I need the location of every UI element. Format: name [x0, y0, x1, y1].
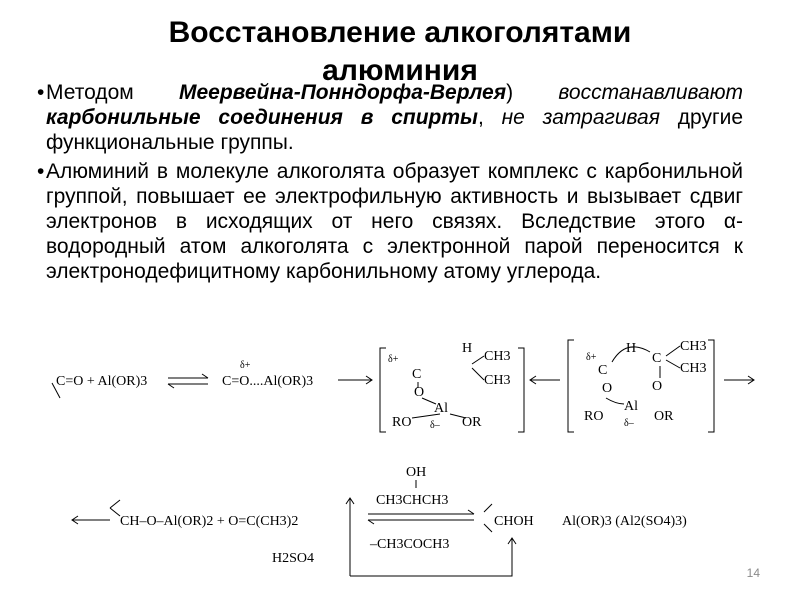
text-method-name: Меервейна-Понндорфа-Верлея — [178, 81, 507, 104]
text-reduce: восстанавливают — [558, 81, 744, 104]
alkoxy-right: OR — [462, 415, 482, 430]
scheme-1 — [52, 339, 754, 432]
bond — [412, 414, 440, 418]
carbon-atom-2: C — [652, 351, 662, 366]
aluminum-atom: Al — [434, 401, 448, 416]
electron-shift-arrow — [606, 398, 624, 404]
delta-minus: δ– — [430, 420, 440, 431]
bond-stroke — [484, 504, 492, 512]
alkoxy-left: RO — [584, 409, 604, 424]
text-method: Методом — [46, 81, 179, 104]
reactant-formula: C=O + Al(OR)3 — [56, 374, 148, 389]
bracket-left — [380, 348, 386, 432]
acid-label: H2SO4 — [272, 551, 315, 566]
delta-minus: δ– — [624, 418, 634, 429]
arrow-head — [468, 510, 474, 514]
text-carbonyl: карбонильные соединения в спирты — [46, 106, 478, 129]
acetone-formula: –CH3COCH3 — [370, 537, 450, 552]
alkoxy-left: RO — [392, 415, 412, 430]
methyl-a: CH3 — [680, 339, 707, 354]
bond — [472, 356, 484, 364]
methyl-b: CH3 — [484, 373, 511, 388]
alkoxy-right: OR — [654, 409, 674, 424]
oxygen-atom-2: O — [652, 379, 663, 394]
title-line-2: алюминия — [322, 54, 478, 87]
oxygen-atom: O — [414, 385, 425, 400]
scheme-2 — [72, 465, 687, 576]
oxygen-atom: O — [602, 381, 613, 396]
carbon-atom: C — [598, 363, 608, 378]
bond-stroke — [484, 524, 492, 532]
text-paren: ) — [506, 81, 559, 104]
arrow-head — [168, 384, 174, 388]
bracket-right — [708, 340, 714, 432]
arrow-head — [202, 374, 208, 378]
byproducts: Al(OR)3 (Al2(SO4)3) — [562, 514, 687, 529]
delta-plus: δ+ — [586, 352, 597, 363]
hydrogen-atom: H — [462, 341, 473, 356]
hydroxyl-label: OH — [406, 465, 427, 480]
alkoxide-formula: CH–O–Al(OR)2 + O=C(CH3)2 — [120, 514, 299, 529]
delta-plus: δ+ — [240, 360, 251, 371]
text-aluminum-complex: Алюминий в молекуле алкоголята образует комплекс с карбонильной группой, повышает ее электрофильную активность и вызывает сдвиг электронов в исходящих от него связях. Вследствие этого α-водородный атом алкоголята с электронной парой переносится к электронодефицитному карбонильному атому углерода. — [46, 160, 743, 283]
bracket-left — [568, 340, 574, 432]
bond-stroke — [110, 508, 120, 516]
delta-plus: δ+ — [388, 354, 399, 365]
bullet-marker: • — [37, 81, 45, 104]
arrow-head — [368, 520, 374, 524]
bullet-marker: • — [37, 160, 45, 183]
page-number: 14 — [746, 566, 760, 580]
bond — [666, 346, 680, 356]
text-not-affecting: не затрагивая — [501, 106, 660, 129]
bond — [666, 360, 680, 368]
complex-formula: C=O....Al(OR)3 — [222, 374, 314, 389]
hydrogen-atom: H — [626, 341, 637, 356]
methyl-b: CH3 — [680, 361, 707, 376]
text-comma: , — [477, 106, 502, 129]
title-line-1: Восстановление алкоголятами — [168, 16, 632, 49]
text-other-groups: другие функциональные группы. — [46, 106, 744, 154]
bond — [472, 368, 484, 380]
carbon-atom: C — [412, 367, 422, 382]
methyl-a: CH3 — [484, 349, 511, 364]
isopropanol-formula: CH3CHCH3 — [376, 493, 449, 508]
alcohol-product: CHOH — [494, 514, 534, 529]
aluminum-atom: Al — [624, 399, 638, 414]
bond-stroke — [110, 500, 120, 508]
bracket-right — [518, 348, 524, 432]
